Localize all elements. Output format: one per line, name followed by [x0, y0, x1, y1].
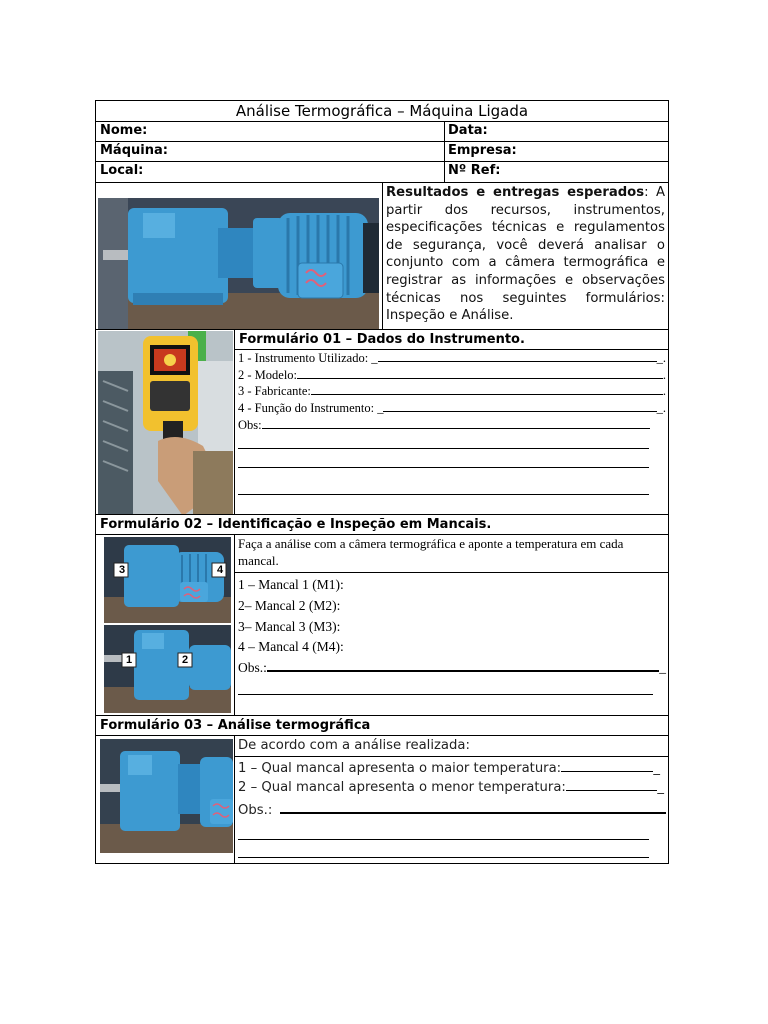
- form2-blank-line[interactable]: [238, 694, 653, 695]
- form1-title: Formulário 01 – Dados do Instrumento.: [239, 332, 525, 347]
- form1-blank-line[interactable]: [238, 494, 649, 495]
- bearing-label-1: 1: [125, 654, 133, 666]
- bearing-label-4: 4: [216, 564, 224, 576]
- form2-title: Formulário 02 – Identificação e Inspeção em Mancais.: [100, 517, 492, 532]
- form2-item-m2: 2– Mancal 2 (M2):: [238, 597, 341, 613]
- form1-fields: [238, 350, 666, 434]
- data-field-label: Data:: [448, 123, 488, 138]
- intro-paragraph: [386, 184, 665, 325]
- form1-item-funcao: 4 - Função do Instrumento: _ _.: [238, 401, 666, 416]
- form3-item-max: 1 – Qual mancal apresenta o maior temperatura: _: [238, 761, 660, 776]
- intro-heading: Resultados e entregas esperados: [386, 185, 645, 200]
- thermal-camera-photo: [98, 331, 233, 514]
- document-title: Análise Termográfica – Máquina Ligada: [235, 102, 529, 120]
- intro-text: : A partir dos recursos, instrumentos, especificações técnicas e regulamentos de segurança, você deverá analisar o conjunto com a câmera termográfica e registrar as informações e observações técnicas nos seguintes formulários: Inspeção e Análise.: [386, 185, 665, 324]
- motor-analysis-photo: [100, 739, 233, 853]
- form3-blank-line[interactable]: [238, 839, 649, 840]
- bearing-label-3: 3: [118, 564, 126, 576]
- ref-field-label: Nº Ref:: [448, 163, 501, 178]
- form1-item-fabricante: 3 - Fabricante: .: [238, 384, 666, 399]
- motor-photo: [98, 198, 379, 329]
- motor-bearings-1-2-photo: [104, 625, 231, 713]
- local-field-label: Local:: [100, 163, 144, 178]
- bearing-label-2: 2: [181, 654, 189, 666]
- form3-obs: Obs.:: [238, 801, 666, 820]
- maquina-field-label: Máquina:: [100, 143, 168, 158]
- form1-item-instrumento: 1 - Instrumento Utilizado: _ _.: [238, 351, 666, 365]
- form1-obs: Obs:: [238, 417, 666, 434]
- nome-field-label: Nome:: [100, 123, 148, 138]
- form2-fields: [238, 575, 666, 679]
- form2-instruction: Faça a análise com a câmera termográfica e aponte a temperatura em cada mancal.: [238, 536, 624, 568]
- form2-obs: Obs.: _: [238, 660, 666, 676]
- form3-item-min: 2 – Qual mancal apresenta o menor temperatura: _: [238, 780, 664, 795]
- form3-intro: De acordo com a análise realizada:: [238, 738, 470, 753]
- form2-item-m1: 1 – Mancal 1 (M1):: [238, 577, 344, 592]
- motor-bearings-3-4-photo: [104, 537, 231, 623]
- form1-blank-line[interactable]: [238, 448, 649, 449]
- form2-item-m4: 4 – Mancal 4 (M4):: [238, 639, 344, 655]
- form3-blank-line[interactable]: [238, 857, 649, 858]
- form1-blank-line[interactable]: [238, 467, 649, 468]
- empresa-field-label: Empresa:: [448, 143, 517, 158]
- form1-item-modelo: 2 - Modelo: .: [238, 367, 666, 382]
- form2-item-m3: 3– Mancal 3 (M3):: [238, 618, 341, 634]
- form3-title: Formulário 03 – Análise termográfica: [100, 718, 371, 733]
- form3-fields: [238, 759, 666, 820]
